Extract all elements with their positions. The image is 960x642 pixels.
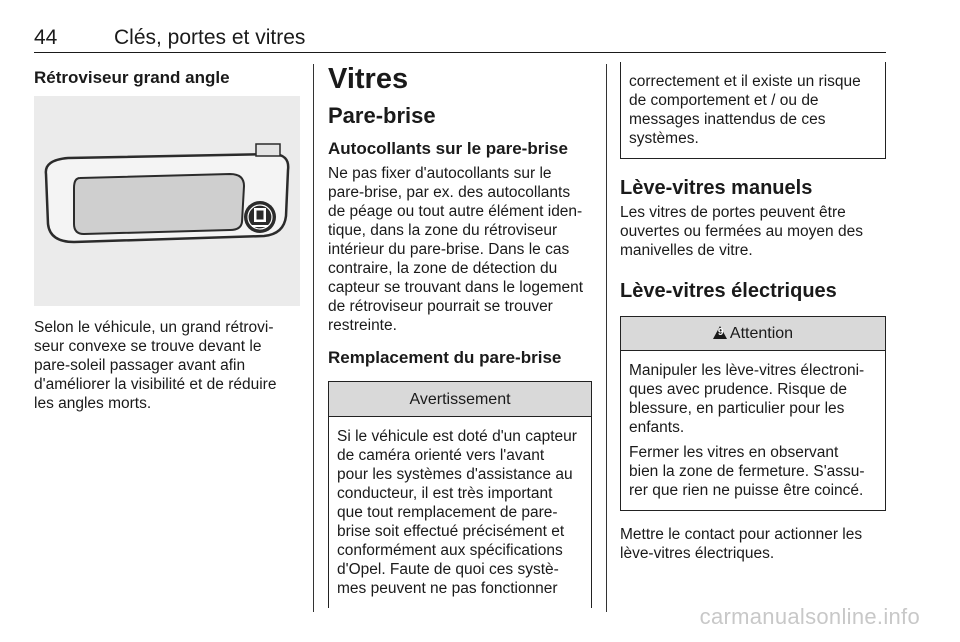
wide-angle-mirror-text: Selon le véhicule, un grand rétrovi- seur convexe se trouve devant le pare-soleil passager avant afin d'améliorer la visibilité et de réduire les angles morts. — [34, 319, 277, 412]
attention-paragraph-2: Fermer les vitres en observant bien la zone de fermeture. S'assu- rer que rien ne puisse être coincé. — [629, 444, 865, 499]
windscreen-stickers-text: Ne pas fixer d'autocollants sur le pare-brise, par ex. des autocollants de péage ou tout autre élément iden- tique, dans la zone du rétroviseur intérieur du pare-brise. Dans le cas contraire, la zone de détection du capteur se trouvant dans le logement de rétroviseur pourrait se trouver restreinte. — [328, 165, 584, 334]
manual-windows-text: Les vitres de portes peuvent être ouvertes ou fermées au moyen des manivelles de vitre. — [620, 204, 863, 259]
header-rule — [34, 52, 886, 53]
column-1 — [34, 68, 300, 413]
sun-visor-icon — [34, 96, 300, 306]
heading-windscreen-stickers: Autocollants sur le pare-brise — [328, 139, 568, 158]
column-divider-2 — [606, 64, 607, 612]
warning-text: Si le véhicule est doté d'un capteur de caméra orienté vers l'avant pour les systèmes d'assistance au conducteur, il est très important que tout remplacement de pare- brise soit effectué précisément et conformément aux spécifications d'Opel. Faute de quoi ces systè- mes peuvent ne pas fonctionner — [337, 428, 577, 597]
subtitle-windscreen: Pare-brise — [328, 103, 436, 128]
warning-box — [328, 381, 592, 608]
watermark: carmanualsonline.info — [699, 604, 920, 629]
column-divider-1 — [313, 64, 314, 612]
warning-text-continued: correctement et il existe un risque de comportement et / ou de messages inattendus de ces systèmes. — [629, 73, 861, 147]
sun-visor-mirror-illustration — [34, 96, 300, 306]
attention-box — [620, 316, 886, 511]
chapter-title: Clés, portes et vitres — [114, 26, 306, 49]
page-number: 44 — [34, 26, 58, 49]
power-windows-text: Mettre le contact pour actionner les lève-vitres électriques. — [620, 526, 863, 562]
warning-box-continued — [620, 62, 886, 159]
heading-manual-windows: Lève-vitres manuels — [620, 177, 813, 199]
attention-paragraph-1: Manipuler les lève-vitres électroni- ques avec prudence. Risque de blessure, en particulier pour les enfants. — [629, 362, 865, 436]
heading-power-windows: Lève-vitres électriques — [620, 280, 837, 302]
attention-text — [621, 351, 885, 510]
heading-wide-angle-mirror: Rétroviseur grand angle — [34, 68, 230, 87]
warning-triangle-icon: 9 — [713, 326, 727, 339]
column-3 — [620, 62, 886, 563]
attention-title: 9 Attention — [621, 317, 885, 351]
warning-title: Avertissement — [329, 382, 591, 417]
column-2 — [328, 62, 592, 608]
heading-windscreen-replacement: Remplacement du pare-brise — [328, 348, 562, 367]
section-title-windows: Vitres — [328, 63, 409, 95]
